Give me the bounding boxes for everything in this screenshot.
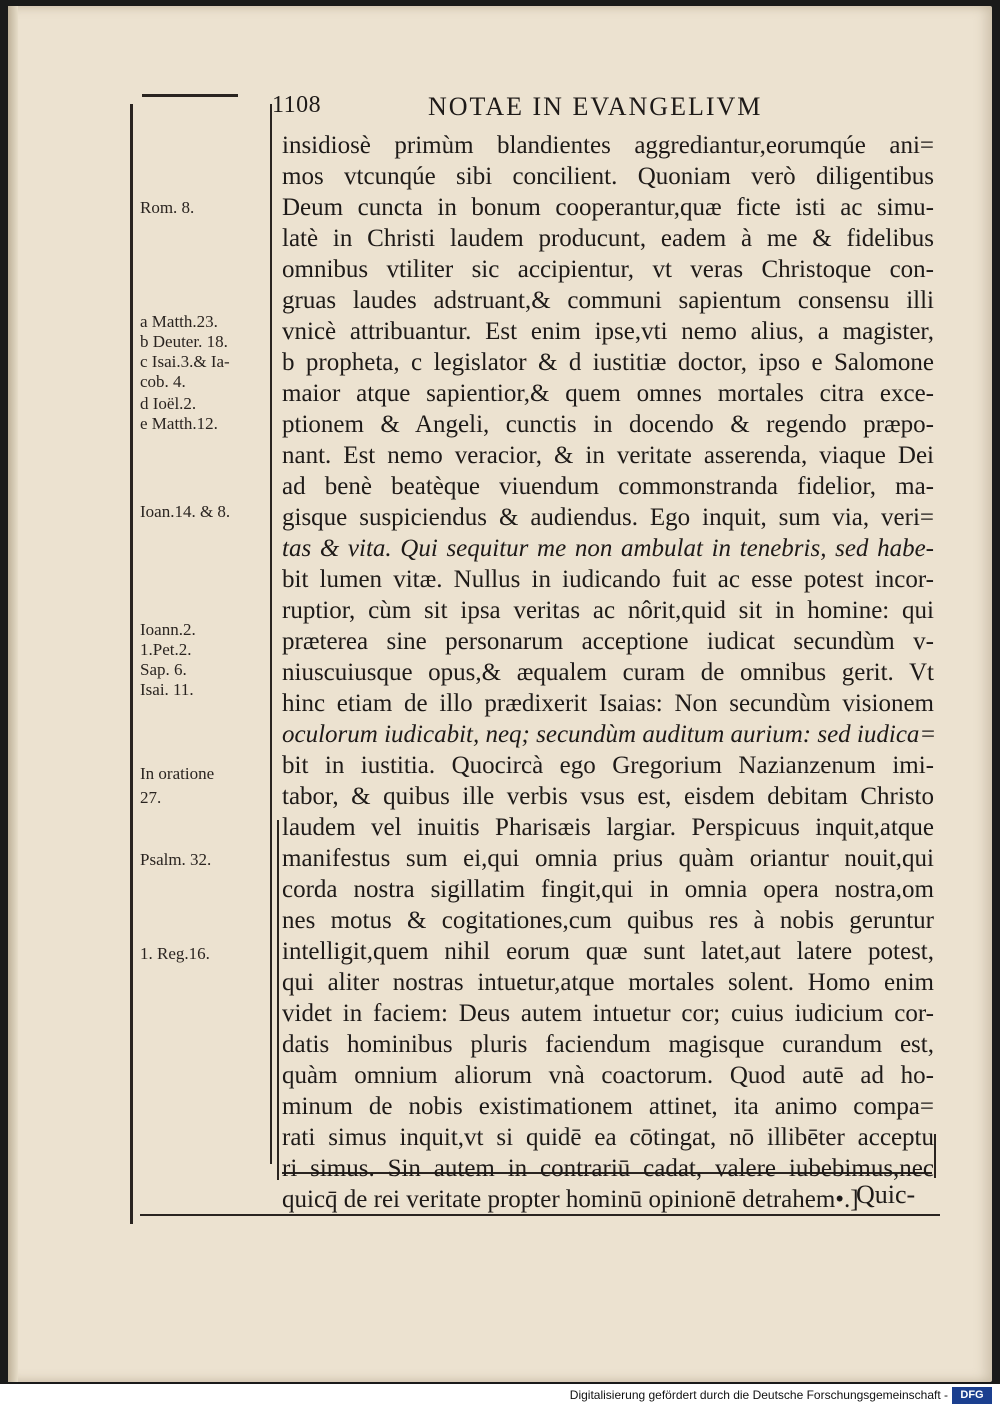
text-line: b propheta, c legislator & d iustitiæ doctor, ipso e Salomone [282,349,934,376]
text-line: Deum cuncta in bonum cooperantur,quæ ficte isti ac simu- [282,194,934,221]
margin-note: Sap. 6. [140,660,187,679]
margin-note: Ioan.14. & 8. [140,502,231,521]
margin-note: 1. Reg.16. [140,944,210,963]
text-line: hinc etiam de illo prædixerit Isaias: Non secundùm visionem [282,690,934,717]
text-line: gisque suspiciendus & audiendus. Ego inquit, sum via, veri= [282,504,934,531]
margin-note: Ioann.2. [140,620,196,639]
margin-note: d Ioël.2. [140,394,197,413]
margin-note: b Deuter. 18. [140,332,228,351]
margin-note: Isai. 11. [140,680,194,699]
text-line: ad benè beatèque viuendum commonstranda fidelior, ma- [282,473,934,500]
text-line: intelligit,quem nihil eorum quæ sunt latet,aut latere potest, [282,938,934,965]
text-line: præterea sine personarum acceptione iudicat secundùm v- [282,628,934,655]
page-header [272,92,932,126]
text-line: rati simus inquit,vt si quidē ea cōtingat, nō illibēter acceptu [282,1124,934,1151]
text-line: nant. Est nemo veracior, & in veritate asserenda, viaque Dei [282,442,934,469]
text-line: tabor, & quibus ille verbis vsus est, eisdem debitam Christo [282,783,934,810]
footer-bar [0,1384,1000,1408]
margin-note: cob. 4. [140,372,186,391]
text-line: bit lumen vitæ. Nullus in iudicando fuit ac esse potest incor- [282,566,934,593]
text-line: maior atque sapientior,& quem omnes mortales citra exce- [282,380,934,407]
dfg-logo: DFG [952,1387,992,1404]
margin-vertical-rule [130,104,133,1224]
top-margin-rule [142,94,238,97]
margin-note: 1.Pet.2. [140,640,192,659]
text-line: ri simus. Sin autem in contrariū cadat, valere iubebimus,nec [282,1155,934,1182]
page-number: 1108 [272,92,322,118]
text-line: quicq̄ de rei veritate propter hominū opinionē detrahem•.] [282,1186,859,1213]
text-line: vnicè attribuantur. Est enim ipse,vti nemo alius, a magister, [282,318,934,345]
text-line-italic: oculorum iudicabit, neq; secundùm auditum aurium: sed iudica= [282,721,937,748]
text-line: nes motus & cogitationes,cum quibus res à nobis geruntur [282,907,934,934]
page-binding-edge [8,6,18,1382]
text-line: datis hominibus pluris faciendum magisque curandum est, [282,1031,934,1058]
text-line: manifestus sum ei,qui omnia prius quàm oriantur nouit,qui [282,845,934,872]
margin-note: e Matth.12. [140,414,218,433]
margin-note: Rom. 8. [140,198,195,217]
margin-note: a Matth.23. [140,312,218,331]
margin-note: c Isai.3.& Ia- [140,352,230,371]
text-line-italic: tas & vita. Qui sequitur me non ambulat in tenebris, sed habe- [282,535,934,562]
text-vertical-rule-lower [277,820,279,1180]
footer-credit: Digitalisierung gefördert durch die Deutsche Forschungsgemeinschaft - [569,1388,948,1402]
text-line: bit in iustitia. Quocircà ego Gregorium Nazianzenum imi- [282,752,934,779]
text-line: corda nostra sigillatim fingit,qui in omnia opera nostra,om [282,876,934,903]
text-line: ruptior, cùm sit ipsa veritas ac nôrit,quid sit in homine: qui [282,597,934,624]
text-line: laudem vel inuitis Pharisæis largiar. Perspicuus inquit,atque [282,814,934,841]
text-line: insidiosè primùm blandientes aggrediantur,eorumqúe ani= [282,132,934,159]
text-line: omnibus vtiliter sic accipientur, vt veras Christoque con- [282,256,934,283]
text-line: gruas laudes adstruant,& communi sapientum consensu illi [282,287,934,314]
text-line: qui aliter nostras intuetur,atque mortales solent. Homo enim [282,969,934,996]
margin-note: 27. [140,788,162,807]
text-line: ptionem & Angeli, cunctis in docendo & regendo præpo- [282,411,934,438]
margin-note: Psalm. 32. [140,850,212,869]
running-head: NOTAE IN EVANGELIVM [428,92,763,121]
margin-note: In oratione [140,764,215,783]
text-line: minum de nobis existimationem attinet, ita animo compa= [282,1093,934,1120]
text-line: videt in faciem: Deus autem intuetur cor; cuius iudicium cor- [282,1000,934,1027]
catchword: Quic- [856,1180,916,1209]
text-line: niuscuiusque opus,& æqualem curam de omnibus gerit. Vt [282,659,934,686]
text-line: latè in Christi laudem producunt, eadem à me & fidelibus [282,225,934,252]
text-line: quàm omnium aliorum vnà coactorum. Quod autē ad ho- [282,1062,934,1089]
text-right-rule [934,1134,936,1178]
text-vertical-rule [270,104,272,1164]
text-line: mos vtcunqúe sibi concilient. Quoniam verò diligentibus [282,163,934,190]
